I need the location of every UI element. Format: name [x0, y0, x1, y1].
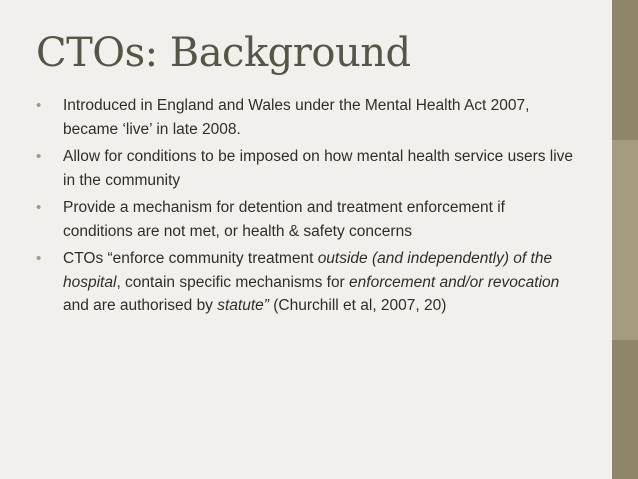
bullet-item [34, 247, 574, 318]
side-bar-segment-top [612, 0, 638, 140]
bullet-item [34, 94, 574, 141]
text-segment: , contain specific mechanisms for [116, 273, 350, 291]
text-segment: Allow for conditions to be imposed on how mental health service users live in the community [63, 148, 574, 189]
slide-title: CTOs: Background [36, 30, 411, 76]
bullet-text [63, 148, 573, 189]
bullet-text [63, 250, 559, 314]
bullet-icon: • [36, 148, 42, 165]
side-bar-segment-bottom [612, 340, 638, 479]
side-accent-bar [612, 0, 638, 479]
bullet-item [34, 145, 574, 192]
text-segment: (Churchill et al, 2007, 20) [268, 297, 447, 314]
text-segment: Introduced in England and Wales under the Mental Health Act 2007, became ‘live’ in late 2008. [63, 97, 530, 138]
text-segment: CTOs “enforce community treatment [63, 250, 318, 267]
italic-text: outside (and independently) of the hospital [63, 250, 553, 291]
italic-text: enforcement and/or revocation [349, 273, 560, 291]
bullet-item [34, 196, 574, 243]
bullet-text [63, 97, 529, 138]
bullet-icon: • [36, 97, 42, 114]
bullet-list [34, 94, 574, 322]
bullet-icon: • [36, 199, 42, 216]
bullet-text [63, 199, 505, 240]
italic-text: statute” [217, 297, 269, 314]
side-bar-segment-middle [612, 140, 638, 340]
text-segment: and are authorised by [63, 297, 218, 314]
text-segment: Provide a mechanism for detention and treatment enforcement if conditions are not met, or health & safety concerns [63, 199, 505, 240]
bullet-icon: • [36, 250, 42, 267]
